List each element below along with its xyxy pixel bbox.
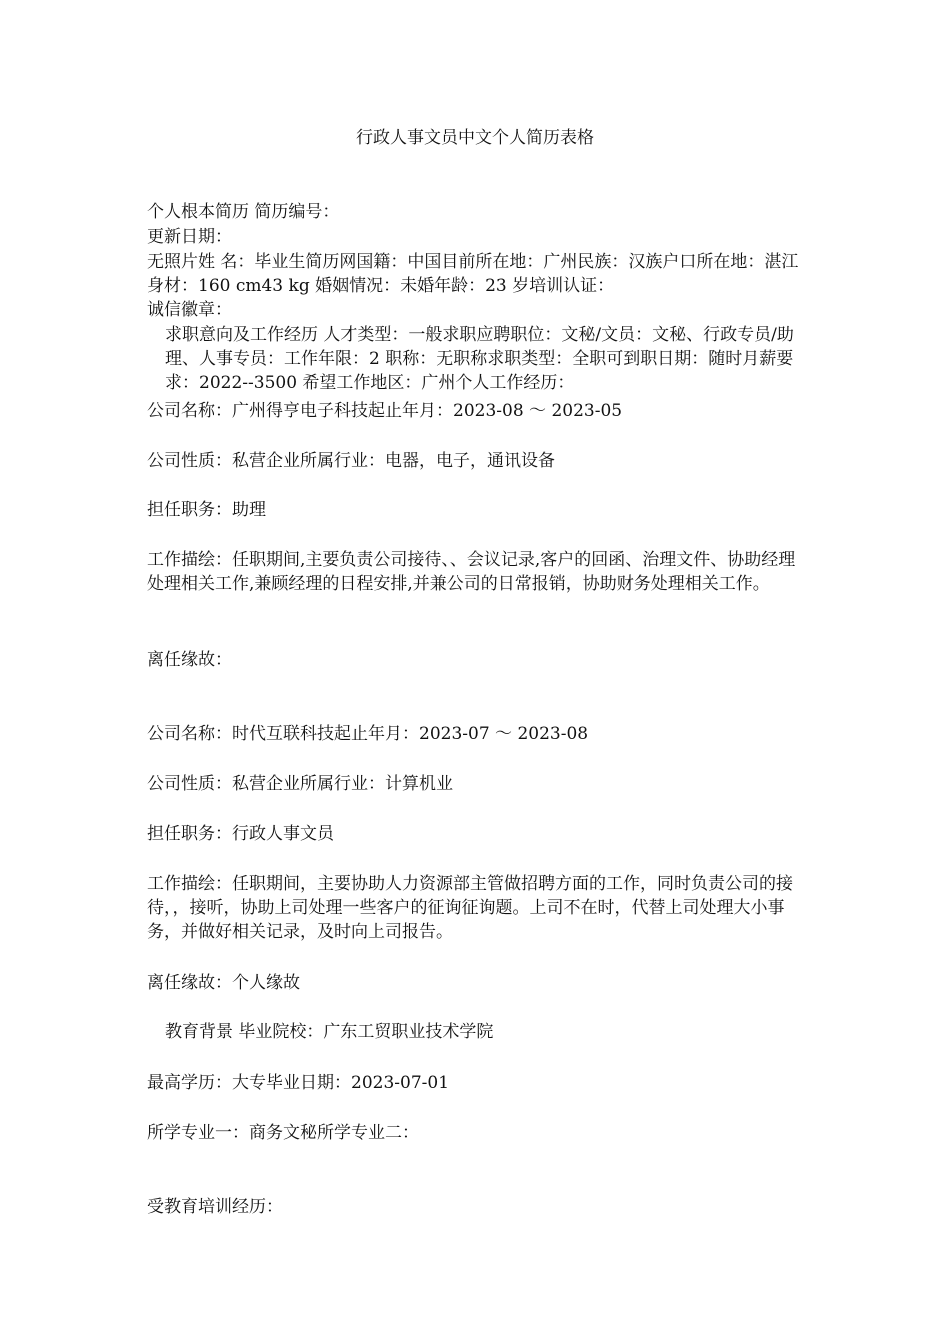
job2-position: 担任职务：行政人事文员 xyxy=(147,824,334,844)
job-intention: 求职意向及工作经历 人才类型：一般求职应聘职位：文秘/文员：文秘、行政专员/助理、人事专员：工作年限：2 职称：无职称求职类型：全职可到职日期：随时月薪要求：2022--3500 希望工作地区：广州个人工作经历： xyxy=(165,325,794,393)
integrity-badge-line: 诚信徽章： xyxy=(147,300,232,320)
education-school: 教育背景 毕业院校：广东工贸职业技术学院 xyxy=(165,1022,494,1042)
job2-company: 公司名称：时代互联科技起止年月：2023-07 ～ 2023-08 xyxy=(147,724,589,744)
job1-company: 公司名称：广州得亨电子科技起止年月：2023-08 ～ 2023-05 xyxy=(147,401,623,421)
document-title: 行政人事文员中文个人简历表格 xyxy=(356,128,594,148)
job1-position: 担任职务：助理 xyxy=(147,500,266,520)
job1-description: 工作描绘：任职期间,主要负责公司接待、、会议记录,客户的回函、治理文件、协助经理处理相关工作,兼顾经理的日程安排,并兼公司的日常报销，协助财务处理相关工作。 xyxy=(147,550,796,594)
education-training: 受教育培训经历： xyxy=(147,1197,283,1217)
job2-nature: 公司性质：私营企业所属行业：计算机业 xyxy=(147,774,453,794)
basic-resume-line: 个人根本简历 简历编号： xyxy=(147,202,340,222)
personal-profile: 无照片姓 名：毕业生简历网国籍：中国目前所在地：广州民族：汉族户口所在地：湛江身材：160 cm43 kg 婚姻情况：未婚年龄：23 岁培训认证： xyxy=(147,252,799,296)
job2-leave-reason: 离任缘故：个人缘故 xyxy=(147,973,300,993)
education-major: 所学专业一：商务文秘所学专业二： xyxy=(147,1123,419,1143)
education-degree: 最高学历：大专毕业日期：2023-07-01 xyxy=(147,1073,450,1093)
job1-leave-reason: 离任缘故： xyxy=(147,650,232,670)
update-date-line: 更新日期： xyxy=(147,227,232,247)
job1-nature: 公司性质：私营企业所属行业：电器，电子，通讯设备 xyxy=(147,451,555,471)
job2-description: 工作描绘：任职期间，主要协助人力资源部主管做招聘方面的工作，同时负责公司的接待，，接听，协助上司处理一些客户的征询征询题。上司不在时，代替上司处理大小事务，并做好相关记录，及时向上司报告。 xyxy=(147,874,793,942)
